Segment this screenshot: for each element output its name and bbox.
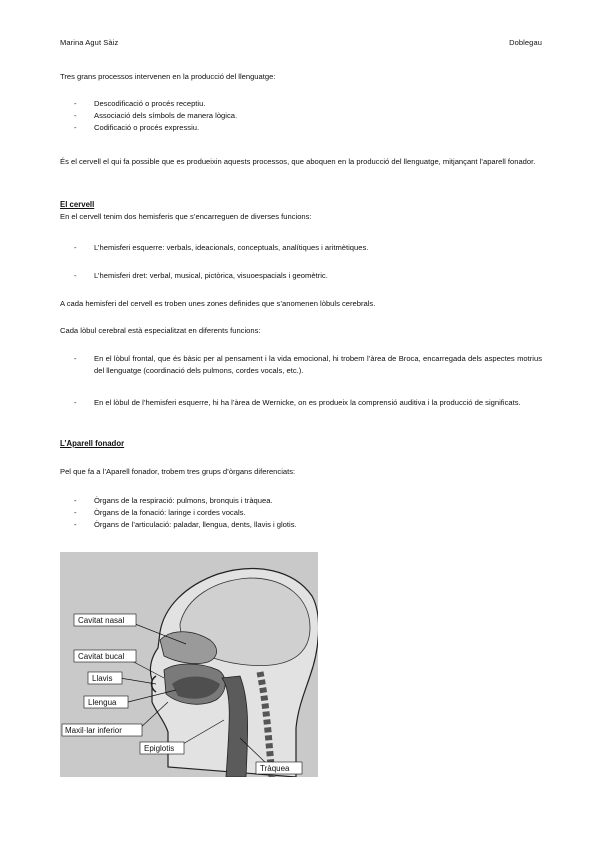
list-item: - Òrgans de l’articulació: paladar, llengua, dents, llavis i glotis.: [60, 519, 542, 531]
list-item: - L’hemisferi dret: verbal, musical, pictòrica, visuoespacials i geomètric.: [60, 270, 542, 282]
label-traquea: Tràquea: [260, 764, 290, 773]
list-dash: -: [74, 496, 77, 505]
header-right-text: Doblegau: [509, 38, 542, 47]
list-dash: -: [74, 243, 77, 252]
list-item: - Òrgans de la fonació: laringe i cordes vocals.: [60, 507, 542, 519]
list-item: - Descodificació o procés receptiu.: [60, 98, 542, 110]
list-item: - En el lòbul de l’hemisferi esquerre, hi ha l’àrea de Wernicke, on es produeix la comprensió auditiva i la producció de significats.: [60, 397, 542, 409]
intro-lead: [60, 71, 542, 83]
label-cavitat-nasal: Cavitat nasal: [78, 616, 125, 625]
vocal-tract-diagram: [60, 552, 318, 777]
section-cervell: [60, 199, 542, 223]
list-item: - Codificació o procés expressiu.: [60, 122, 542, 134]
list-item: - En el lòbul frontal, que és bàsic per al pensament i la vida emocional, hi trobem l’àrea de Broca, encarregada dels aspectes motrius del llenguatge (coordinació dels pulmons, cordes vocals, etc.).: [74, 354, 542, 376]
list-dash: -: [74, 271, 77, 280]
list-dash: -: [74, 398, 77, 407]
intro-lead-text: Tres grans processos intervenen en la producció del llenguatge:: [60, 72, 276, 81]
section-aparell: [60, 438, 542, 450]
header-author: Marina Agut Sàiz: [60, 38, 119, 47]
aparell-list: [60, 495, 542, 532]
intro-paragraph: És el cervell el qui fa possible que es produeixin aquests processos, que aboquen en la producció del llenguatge, mitjançant l’aparell fonador.: [60, 157, 536, 166]
list-dash: -: [74, 111, 77, 121]
list-dash: -: [74, 99, 77, 108]
list-dash: -: [74, 520, 77, 530]
list-dash: -: [74, 354, 77, 363]
list-item: - Òrgans de la respiració: pulmons, bronquis i tràquea.: [60, 495, 542, 507]
cervell-para-2: Cada lòbul cerebral està especialitzat en diferents funcions:: [60, 326, 261, 335]
aparell-lead: Pel que fa a l’Aparell fonador, trobem tres grups d’òrgans diferenciats:: [60, 467, 296, 476]
list-dash: -: [74, 123, 77, 133]
section-heading-cervell: El cervell: [60, 200, 95, 209]
list-dash: -: [74, 508, 77, 518]
label-cavitat-bucal: Cavitat bucal: [78, 652, 125, 661]
lobe-item-wernicke: [60, 397, 542, 409]
intro-list: [60, 98, 542, 135]
list-item: - L’hemisferi esquerre: verbals, ideacionals, conceptuals, analítiques i aritmètiques.: [60, 242, 542, 254]
label-maxilar-inferior: Maxil·lar inferior: [65, 726, 122, 735]
cervell-lead: En el cervell tenim dos hemisferis que s’encarreguen de diverses funcions:: [60, 212, 312, 222]
label-llavis: Llavis: [92, 674, 113, 683]
label-epiglotis: Epiglotis: [144, 744, 175, 753]
list-item: - Associació dels símbols de manera lògica.: [60, 110, 542, 122]
hemisphere-item-right: [60, 270, 542, 282]
cervell-para-1: A cada hemisferi del cervell es troben unes zones definides que s’anomenen lòbuls cerebrals.: [60, 299, 376, 308]
hemisphere-item-left: [60, 242, 542, 254]
section-heading-aparell: L’Aparell fonador: [60, 439, 125, 448]
lobe-item-frontal: [60, 353, 542, 377]
label-llengua: Llengua: [88, 698, 117, 707]
